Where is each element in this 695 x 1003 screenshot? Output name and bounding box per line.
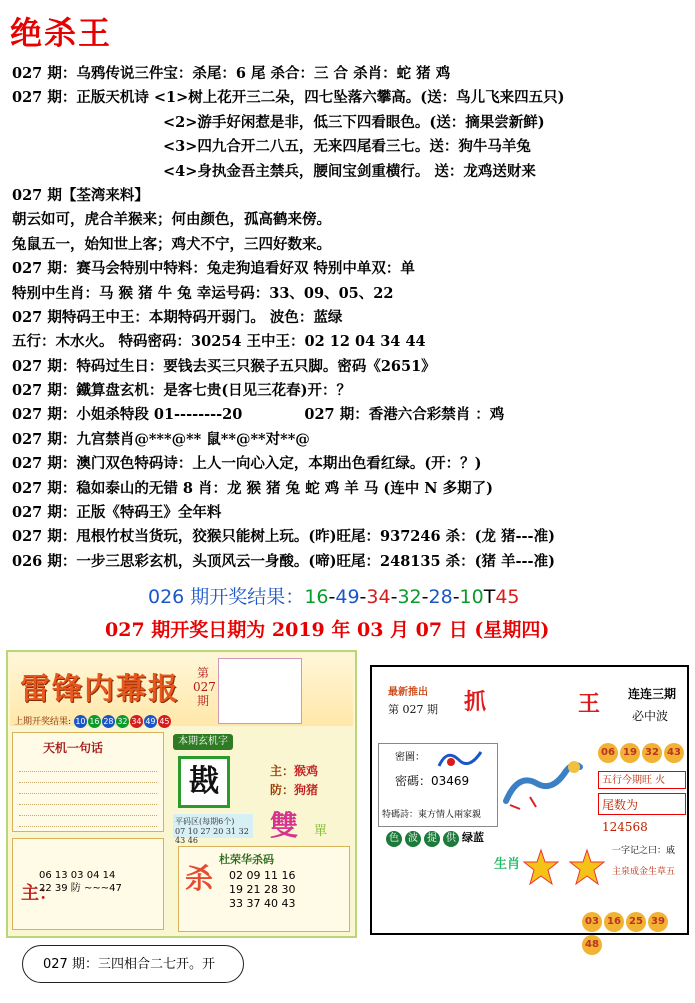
sebo-char: 色 [386,831,402,847]
content-line-text: 027 期：正版《特码王》全年料 [12,504,222,522]
mima2-value: 03469 [431,774,470,788]
issue-a: 第 [196,666,209,680]
zhu-label: 主： [270,764,295,778]
content-line [12,86,684,110]
result-sep: - [390,586,398,608]
tianji-rows [19,763,157,829]
last-result-label: 上期开奖结果: [14,717,72,727]
zhu-fang [270,762,318,800]
result-number: 34 [366,586,391,608]
sha-ma-panel [178,846,350,932]
content-line-extra: 027 期：香港六合彩禁肖 ：鸡 [304,406,505,424]
sebo-char: 提 [424,831,440,847]
issue-c: 期 [196,694,209,708]
result-ball: 28 [103,717,114,726]
content-line-text: 027 期：特码过生日：要钱去买三只猴子五只脚。密码《2651》 [12,357,436,375]
result-ball: 49 [145,717,156,726]
wuxing-box: 五行今期旺 火 [598,771,686,789]
note-bubble: 027 期：三四相合二七开。开 [22,945,244,983]
dan-char: 單 [314,824,328,839]
result-number: 16 [304,586,329,608]
pingma-label: 平码区(每期6个) [175,817,235,826]
sha-ma-title: 杜荣华杀码 [219,853,274,866]
hot-number: 19 [620,743,640,763]
zhu2-label: 主： [21,883,57,904]
content-line [12,428,684,452]
tianji-panel [12,732,164,832]
content-line-text: 027 期：鐵算盘玄机：是客七贵(日见三花春)开：？ [12,382,352,400]
sha-char: 杀 [185,862,214,895]
draw-date: 027 期开奖日期为 2019 年 03 月 07 日 (星期四) [105,619,550,641]
content-line [12,550,684,574]
sebo-row [386,829,484,847]
content-line-text: <4>身执金吾主禁兵，腰间宝剑重横行。 送：龙鸡送财来 [163,162,536,180]
result-ball: 45 [159,717,170,726]
content-line-text: 兔鼠五一，始知世上客；鸡犬不宁，三四好数来。 [12,235,331,253]
shengxiao-label: 生肖 [494,857,521,872]
star-burst-icon [568,849,606,887]
bottom-number: 48 [582,935,602,955]
mima2-label: 密碼： [395,774,432,788]
bottom-number: 16 [604,912,624,932]
result-numbers [304,586,519,608]
issue-b: 027 [193,680,216,694]
weishu-box: 尾数为 124568 [598,793,686,815]
wang-char: 王 [578,691,601,717]
result-line [148,582,520,609]
content-line [12,62,684,86]
content-line [12,282,684,306]
result-ball: 10 [75,717,86,726]
issue-label [193,666,216,708]
bottom-number: 03 [582,912,602,932]
star-burst-icon [522,849,560,887]
sha-ma-row: 19 21 28 30 [229,883,296,896]
logo-title: 雷锋内幕报 [20,672,180,707]
panel-b-nums [39,869,122,895]
mima-picture-icon [435,746,485,772]
bizhong-label: 必中波 [632,709,669,723]
content-line [12,257,684,281]
content-line [12,330,684,354]
sebo-tail: 绿蓝 [462,831,484,844]
sebo-char: 波 [405,831,421,847]
result-ball: 16 [89,717,100,726]
hot-number: 43 [664,743,684,763]
content-lines [12,62,684,574]
result-sep: - [452,586,460,608]
fang-label: 防： [270,783,295,797]
result-sep: - [359,586,367,608]
pingma-nums: 07 10 27 20 31 32 43 46 [175,827,249,845]
zhu-value: 猴鸡 [294,764,319,778]
content-line-text: 027 期：赛马会特别中特料：兔走狗追看好双 特别中单双：单 [12,260,415,278]
content-line-text: 027 期：澳门双色特码诗：上人一向心入定，本期出色看红绿。(开：？) [12,455,482,473]
zhua-wang-image [370,665,689,950]
content-line [12,111,684,135]
content-line-text: 027 期：九宫禁肖@***@** 鼠**@**对**@ [12,430,310,448]
last-result-balls [74,717,172,727]
dragon-icon [500,753,584,813]
zhua-char: 抓 [464,689,487,715]
jingjv-area [612,843,675,877]
content-line-text: 026 期：一步三思彩玄机，头顶风云一身酸。(啼)旺尾：248135 杀：(猪 羊---准) [12,552,555,570]
xuanji-char: 戡 [178,756,230,808]
content-line-text: 027 期：小姐杀特段 01--------20 [12,406,243,424]
content-line [12,525,684,549]
result-sep: T [483,586,496,608]
bottom-number: 25 [626,912,646,932]
tianji-title: 天机一句话 [43,741,104,755]
bottom-numbers [582,909,687,955]
latest-label: 最新推出 [388,687,428,698]
content-line-text: 027 期【荃湾来料】 [12,186,149,204]
content-line [12,160,684,184]
content-line-text: 027 期：甩根竹杖当货玩，狡猴只能树上玩。(昨)旺尾：937246 杀：(龙 猪---准) [12,528,555,546]
panel-b-row: 22 39 防 ~~~47 [39,883,122,894]
result-sep: - [421,586,429,608]
result-number: 28 [428,586,453,608]
sha-ma-row: 02 09 11 16 [229,869,296,882]
lianlian-label: 连连三期 [628,687,677,701]
issue-label: 第 027 期 [388,703,438,716]
blank-box [218,658,302,724]
mima-label: 密圖： [395,752,425,763]
content-line [12,501,684,525]
content-line [12,452,684,476]
hot-number: 32 [642,743,662,763]
content-line-text: 027 期：正版天机诗 <1>树上花开三二朵，四七坠落六攀高。(送：鸟儿飞来四五只) [12,89,565,107]
result-number: 10 [459,586,484,608]
tema-poem: 特碼詩：東方情人兩家親 [382,810,482,820]
panel-b-row: 06 13 03 04 14 [39,870,116,881]
xuanji-banner: 本期玄机字 [173,734,233,750]
content-line-text: 朝云如可，虎合羊猴来；何由颜色，孤高鹤来傍。 [12,211,331,229]
fang-value: 狗猪 [294,783,319,797]
result-ball: 32 [117,717,128,726]
pingma-area [173,814,253,845]
header-area [10,654,353,726]
hot-number: 06 [598,743,618,763]
content-line-text: <2>游手好闲惹是非，低三下四看眼色。(送：摘果尝新鲜) [163,113,545,131]
page-title: 绝杀王 [10,14,113,52]
content-line [12,379,684,403]
shuang-char: 雙 [270,809,299,842]
content-line [12,208,684,232]
content-line [12,184,684,208]
result-ball: 34 [131,717,142,726]
content-line [12,403,684,427]
content-line-text: 027 期特码王中王：本期特码开弱门。 波色：蓝绿 [12,308,343,326]
content-line-text: <3>四九合开二八五，无来四尾看三七。送：狗牛马羊兔 [163,138,531,156]
result-number: 45 [495,586,520,608]
sebo-char: 供 [443,831,459,847]
content-line [12,306,684,330]
sha-ma-nums [229,869,295,911]
content-line-text: 027 期：稳如泰山的无错 8 肖：龙 猴 猪 兔 蛇 鸡 羊 马 (连中 N 多期了) [12,479,493,497]
jingjv-line: 一字记之曰：戚 [612,846,676,856]
content-line-text: 特别中生肖：马 猴 猪 牛 兔 幸运号码：33、09、05、22 [12,284,394,302]
content-line-text: 五行：木水火。 特码密码：30254 王中王：02 12 04 34 44 [12,333,426,351]
content-line-text: 027 期：乌鸦传说三件宝：杀尾：6 尾 杀合：三 合 杀肖：蛇 猪 鸡 [12,65,451,82]
zhuma-line: 主泉成金生草五 [612,867,676,877]
last-result-row [14,714,172,728]
content-line [12,135,684,159]
bottom-number: 39 [648,912,668,932]
mima2 [395,772,469,789]
leijeng-neimu-image [6,650,357,938]
content-line [12,477,684,501]
result-label: 026 期开奖结果： [148,586,305,608]
sha-ma-row: 33 37 40 43 [229,897,296,910]
result-sep: - [328,586,336,608]
panel-b [12,838,164,930]
result-number: 49 [335,586,360,608]
content-line [12,233,684,257]
content-line [12,355,684,379]
result-number: 32 [397,586,422,608]
